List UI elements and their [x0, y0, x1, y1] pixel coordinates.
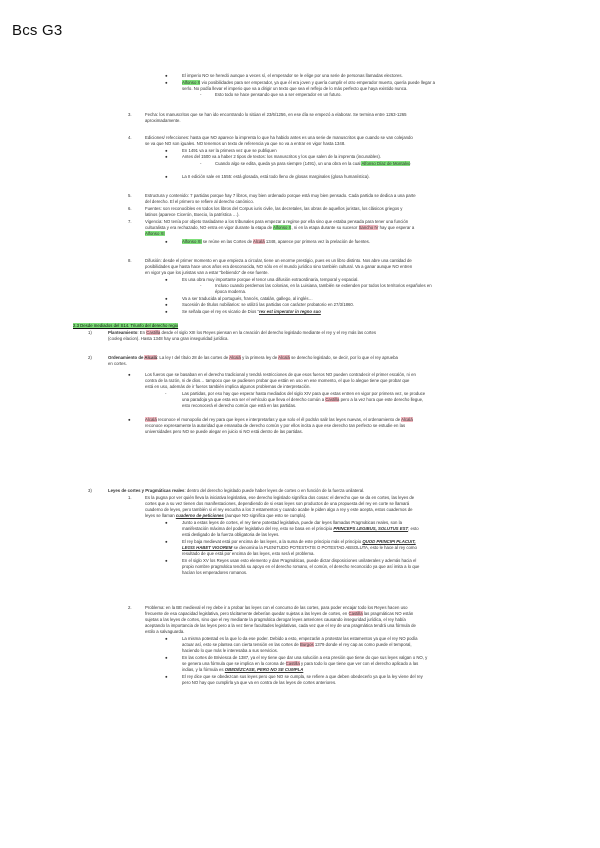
- bullet-icon: ●: [165, 302, 168, 307]
- text-line: [145, 225, 414, 230]
- text-line: Antes del 1500 va a haber 2 tipos de textos: los manuscritos y los que salen de la imprenta (incunables).: [182, 154, 381, 159]
- text-fragment: (aunque NO significa que esto se cumpla).: [223, 513, 307, 518]
- text-line: [182, 526, 419, 531]
- list-number: 8.: [128, 258, 132, 263]
- list-number: 6.: [128, 206, 132, 211]
- highlight: Castilla: [325, 397, 340, 402]
- highlight: Alcalá: [252, 239, 265, 244]
- list-number: 3.: [128, 112, 132, 117]
- bullet-icon: ●: [165, 277, 168, 282]
- text-fragment: se genera una fórmula que se implica en la corona de: [182, 661, 286, 666]
- text-fragment: vio posibilidades para ser emperador, ya que él era joven y quería cumplir el otro emperador muerto, quería puede llegar a: [200, 80, 435, 85]
- text-line: Va a ser traducida al portugués, francés, catalán, gallego, al inglés…: [182, 296, 313, 301]
- text-line: [215, 161, 410, 166]
- underlined-text: rex est imperator in regno suo: [259, 309, 321, 314]
- text-fragment: El rey baja medievat está por encima de las leyes, a la suma de este principio más el principio: [182, 539, 363, 544]
- list-number: 7.: [128, 219, 132, 224]
- list-number: 2.: [128, 605, 132, 610]
- text-line: cuaderno de leyes, pero también si el rey escucha a los 3 estamentos y cuando acabe le piden algo a rey y este acepta, estos cuadernos de: [145, 507, 413, 512]
- text-line: se va que NO son iguales. NO tenemos un texto de referencia ya que no va a entrar en vigor hasta 1348.: [145, 141, 346, 146]
- highlight: Alcalá: [144, 355, 158, 360]
- text-line: contra de la razón, ni de dios… tampoco que se pudiesen probar que están en uso en ese momento, el que lo alegue tiene que probar que: [145, 378, 410, 383]
- text-fragment: , ni en la etapa durante su sucesor: [291, 225, 359, 230]
- underlined-text: PRINCEPS LEGIBUS, SOLUTUS EST: [333, 526, 409, 531]
- text-line: resultado de que está por encima de las leyes, esto será el problema.: [182, 551, 315, 556]
- text-line: Vigencia: NO tenía por objeto trasladarse a los tribunales para empezar a regirse por ella sino que estaba pensada para tener una función: [145, 219, 409, 224]
- text-line: La II edición sale en 1555: está glosada, está todo lleno de glosas marginales (glosa humanística).: [182, 174, 370, 179]
- text-line: Incluso cuando perdemos las colonias, en la Luisiana, también se extienden por todos los territorios españoles en: [215, 283, 432, 288]
- text-line: aceptando la importancia de las leyes pero a la vez tiene facultades legislativas, cada vez que el rey de una pragmática tendrá una fórmula de: [145, 623, 416, 628]
- bullet-icon: ●: [165, 80, 168, 85]
- text-fragment: y la primera ley de: [240, 355, 279, 360]
- bullet-icon: ●: [165, 296, 168, 301]
- text-line: [145, 611, 413, 616]
- text-line: universidades pero NO se puede alegar en juicio si NO está dentro de las partidas.: [145, 429, 303, 434]
- text-fragment: se reúne en las Cortes de: [201, 239, 253, 244]
- text-line: Es una obra muy importante porque el tenor una difusión extraordinaria, temporal y espacial.: [182, 277, 359, 282]
- list-number: 5.: [128, 193, 132, 198]
- text-line: Los fueros que se basaban en el derecho tradicional y tendrá restricciones de que esos fueros NO pueden contradecir el primer escalón, ni en: [145, 372, 416, 377]
- text-line: El rey dice que se obedezcan sus leyes pero que NO se cumpla, se refiere a que deben obedecerlo ya que la ley viene del rey: [182, 674, 423, 679]
- text-line: [145, 513, 306, 518]
- bullet-icon: ●: [165, 674, 168, 679]
- text-line: aproximadamente.: [145, 118, 181, 123]
- bullet-icon: ●: [165, 309, 168, 314]
- text-line: En las cortes de Briviesca de 1387, ya el rey tiene que dar una solución a esa presión que tiene do que sus leyes valgan o NO, y: [182, 655, 428, 660]
- text-fragment: se denomina la PLENITUDO POTESTATIS O POTESTAD ABSOLUTA, esto le hace al rey como: [232, 545, 417, 550]
- text-line: La misma potestad es la que lo da ese poder. Debido a esto, empezarán a protestar las estamentos ya que el rey NO podía: [182, 636, 418, 641]
- highlight: Sancho IV: [358, 225, 379, 230]
- text-line: posibilidades que hasta hace unos años era desconocida, NO sólo en el mundo jurídico sino también cultural. Va a ganar aunque NO entren: [145, 264, 413, 269]
- list-number: 1.: [128, 495, 132, 500]
- text-fragment: : dentro del derecho legislado puede haber leyes de cortes o en función de la fuerza unilateral.: [184, 488, 365, 493]
- text-fragment: desde el siglo XIII los Reyes piensan en la creación del derecho legislado mediante el rey y el rey más las cortes: [160, 330, 376, 335]
- text-line: Las partidas, por eso hay que esperar hasta mediados del siglo XIV para que estas entren en vigor por primera vez, se produce: [182, 391, 426, 396]
- text-fragment: pero a la vez hora que este derecho llegue,: [339, 397, 424, 402]
- text-fragment: indias, y la fórmula es: [182, 667, 225, 672]
- underlined-text: OBEDÉZCASE, PERO NO SE CUMPLA: [224, 667, 304, 672]
- text-fragment: : En: [137, 330, 147, 335]
- bullet-icon: ●: [165, 148, 168, 153]
- bullet-icon: ●: [165, 655, 168, 660]
- text-line: propio nombre pragmática tendrá su apoyo en el derecho romano, el común, el derecho reconocido ya que así imita a lo que: [182, 564, 420, 569]
- text-line: sujetas a las leyes de cortes, sino que el rey mediante la pragmática derogar leyes anteriores causando inseguridad jurídica, el rey había: [145, 617, 406, 622]
- list-number: 4.: [128, 135, 132, 140]
- text-fragment: 1379 donde el rey cap as como puede el temporal,: [313, 642, 412, 647]
- list-number: 1): [88, 330, 92, 335]
- text-line: [145, 231, 165, 236]
- bold-text: Ordenamiento de: [108, 355, 145, 360]
- text-line: en cortes.: [108, 361, 127, 366]
- bullet-icon: ●: [165, 239, 168, 244]
- bullet-icon: ●: [165, 539, 168, 544]
- section-heading: [73, 323, 178, 328]
- text-line: [108, 355, 398, 360]
- highlight: Alcalá: [229, 355, 241, 360]
- text-fragment: y para todo lo que tiene que ver con el derecho aplicado a las: [299, 661, 419, 666]
- bold-text: Leyes de cortes y Pragmáticas reales: [108, 488, 185, 493]
- text-fragment: las pragmáticas NO están: [362, 611, 414, 616]
- text-line: serlo. No podía llevar el imperio que va a dirigir un texto que sea el reflejo de lo más perfecto que haya existido nunca.: [182, 86, 408, 91]
- text-line: En el siglo XV los Reyes usan esto elemento y dan Pragmáticas, puede dictar disposiciones unilaterales y además hacia el: [182, 558, 417, 563]
- highlight: Castilla: [146, 330, 161, 335]
- text-line: [182, 667, 303, 672]
- underlined-text: cuaderno de peticiones: [175, 513, 224, 518]
- text-line: hacían los emperadores romanos.: [182, 570, 248, 575]
- text-line: Estructura y contenido: 7 partidas porque hay 7 libros, muy bien ordenado porque está muy bien pensado. Cada partida se dedica a una parte: [145, 193, 416, 198]
- text-line: en vigor ya que los juristas van a estar "bebiendo" de ese fuente.: [145, 270, 269, 275]
- text-fragment: Cuando algo se edita, queda ya para siempre (1491), un una obra en la cual: [215, 161, 362, 166]
- text-line: [182, 545, 417, 550]
- bullet-icon: ●: [128, 372, 131, 377]
- text-line: [108, 330, 376, 335]
- text-line: Esto todo se hace pensando que va a ser emperador en un futuro.: [215, 92, 342, 97]
- highlight: Alfonso X: [273, 225, 292, 230]
- bullet-icon: ●: [165, 558, 168, 563]
- text-line: latinos (aparece Cicerón, Boecio, la patrística …).: [145, 212, 240, 217]
- text-line: del derecho. El el primero se refiere al derecho canónico.: [145, 199, 254, 204]
- dash-icon: -: [165, 391, 167, 396]
- text-line: Sucesión de títulos nobiliarios: se utilizó las partidas con carácter probatorio en 27/3/1860.: [182, 302, 354, 307]
- highlight: Burgos: [300, 642, 314, 647]
- text-line: [182, 239, 370, 244]
- highlight: Alfonso XI: [182, 239, 202, 244]
- text-line: reconoce expresamente la autoridad que emanaba de derecho común y por ellos incita a que ese derecho tan perfecto se estudie en las: [145, 423, 406, 428]
- text-line: Ediciones/ refecciones: hasta que NO aparece la imprenta lo que ha habido antes es una serie de manuscritos que cuando se van colejando: [145, 135, 413, 140]
- text-line: haciendo lo que más le interesaba a sus servicios.: [182, 648, 279, 653]
- text-line: [108, 488, 364, 493]
- text-fragment: una paradoja ya que esta era ser el vehículo que lleva el derecho común a: [182, 397, 326, 402]
- text-line: Problema: en la BE medieval el rey debe ir a probar las leyes con el concurso de las cortes, para poder encajar todo los Reyes hacen uso: [145, 605, 408, 610]
- page-title: Bcs G3: [12, 22, 63, 39]
- bullet-icon: ●: [165, 520, 168, 525]
- text-line: Fuentes: son reconocibles en todos los libros del Corpus iuris civile, las decretales, las obras de aquellos juristas, los clásicos griegos y: [145, 206, 403, 211]
- text-fragment: Se señala que el rey es vicario de Dios ": [182, 309, 259, 314]
- text-fragment: hay que esperar a: [378, 225, 415, 230]
- text-line: Es la pugna por ver quién lleva la iniciativa legislativa, ese derecho legislado significa dos cosas: el derecho que se da en cortes, las leyes de: [145, 495, 415, 500]
- highlight: Castilla: [285, 661, 300, 666]
- dash-icon: -: [200, 161, 202, 166]
- text-line: Difusión: desde el primer momento en que empieza a circular, tiene un enorme prestigio, pues es un libro distinto. Nos abre una cantidad de: [145, 258, 412, 263]
- highlight: Alcalá: [278, 355, 290, 360]
- text-line: El imperio NO se heredó aunque a veces sí, el emperador se le elige por una serie de personas llamadas electores.: [182, 73, 403, 78]
- highlight: Alcalá: [145, 417, 157, 422]
- heading-text: 2.3 Desde mediados del S14. Triunfo del derecho regio: [73, 323, 179, 328]
- highlight: Castilla: [348, 611, 363, 616]
- text-line: Junto a estas leyes de cortes, el rey tiene potestad legislativa, puede dar leyes llamadas Pragmáticas reales, son la: [182, 520, 402, 525]
- text-line: Fecha: los manuscritos que se han ido encontrando lo sitúan el 23/6/1256, en ese día se empezó a elaborar. Se termina entre 1263-1265: [145, 112, 407, 117]
- text-line: está en uso, además de ir fueros también implica algunos problemas de interpretación.: [145, 384, 311, 389]
- text-line: [182, 309, 321, 314]
- text-fragment: reconoce el monopolio del rey para que leyes e interpretarlas y que solo el él podrán salir las leyes nuevas, el ordenamiento de: [156, 417, 402, 422]
- text-line: [182, 642, 412, 647]
- list-number: 2): [88, 355, 92, 360]
- bullet-icon: ●: [165, 636, 168, 641]
- bullet-icon: ●: [165, 174, 168, 179]
- text-line: pero NO hay que cumplirla ya que va en contra de las leyes de cortes anteriores.: [182, 680, 337, 685]
- text-line: (cooleg elacion). Hasta 1348 hay una gran inseguridad jurídica.: [108, 336, 229, 341]
- underlined-text: LEGIS HABET VIGOREM: [182, 545, 233, 550]
- text-fragment: manifestación máxima del poder legislativo del rey, esto se basa en el principio: [182, 526, 334, 531]
- text-line: [182, 539, 416, 544]
- text-fragment: leyes se llaman: [145, 513, 176, 518]
- highlight: Alfonso X: [182, 80, 201, 85]
- bullet-icon: ●: [165, 154, 168, 159]
- bullet-icon: ●: [128, 417, 131, 422]
- text-line: [182, 661, 418, 666]
- text-line: En 1491 va a ser la primera vez que se publiquen: [182, 148, 277, 153]
- text-line: cortes que a su vez tienen dos manifestaciones, dependiendo de si esas leyes son productos de una propuesta del rey en corte se llamará: [145, 501, 410, 506]
- text-line: está desligado de la fuerza obligatoria de las leyes.: [182, 532, 280, 537]
- text-fragment: frecuente de esa capacidad legislativa, pero tácitamente deberían quedar sujetas a las leyes de cortes, en: [145, 611, 349, 616]
- text-line: esto reconocerá el derecho común que está en las partidas.: [182, 403, 297, 408]
- text-fragment: , esto: [408, 526, 419, 531]
- text-line: [145, 417, 413, 422]
- text-line: estilo a salvaguarda.: [145, 629, 185, 634]
- underlined-text: QUOD PRINCIPI PLACUIT,: [362, 539, 416, 544]
- highlight: Alcalá: [401, 417, 413, 422]
- highlight: Alfonso Díaz de Montalvo: [361, 161, 411, 166]
- highlight: Alfonso XI: [145, 231, 165, 236]
- dash-icon: -: [200, 283, 202, 288]
- text-line: [182, 397, 423, 402]
- text-fragment: actuar así, esto se plantea con cierta tensión en las cortes de: [182, 642, 300, 647]
- text-fragment: se derecho legislado, se decir, por lo que el rey aprueba: [289, 355, 398, 360]
- text-fragment: culturalista y era rechazado, NO entra en vigor durante la etapa de: [145, 225, 274, 230]
- text-line: [182, 80, 435, 85]
- text-fragment: : La ley I del título 28 de las cortes de: [157, 355, 230, 360]
- bullet-icon: ●: [165, 73, 168, 78]
- dash-icon: -: [200, 92, 202, 97]
- text-line: época moderna.: [215, 289, 247, 294]
- list-number: 3): [88, 488, 92, 493]
- bold-text: Planteamiento: [108, 330, 138, 335]
- text-fragment: 1348, aparece por primera vez la prelación de fuentes.: [264, 239, 371, 244]
